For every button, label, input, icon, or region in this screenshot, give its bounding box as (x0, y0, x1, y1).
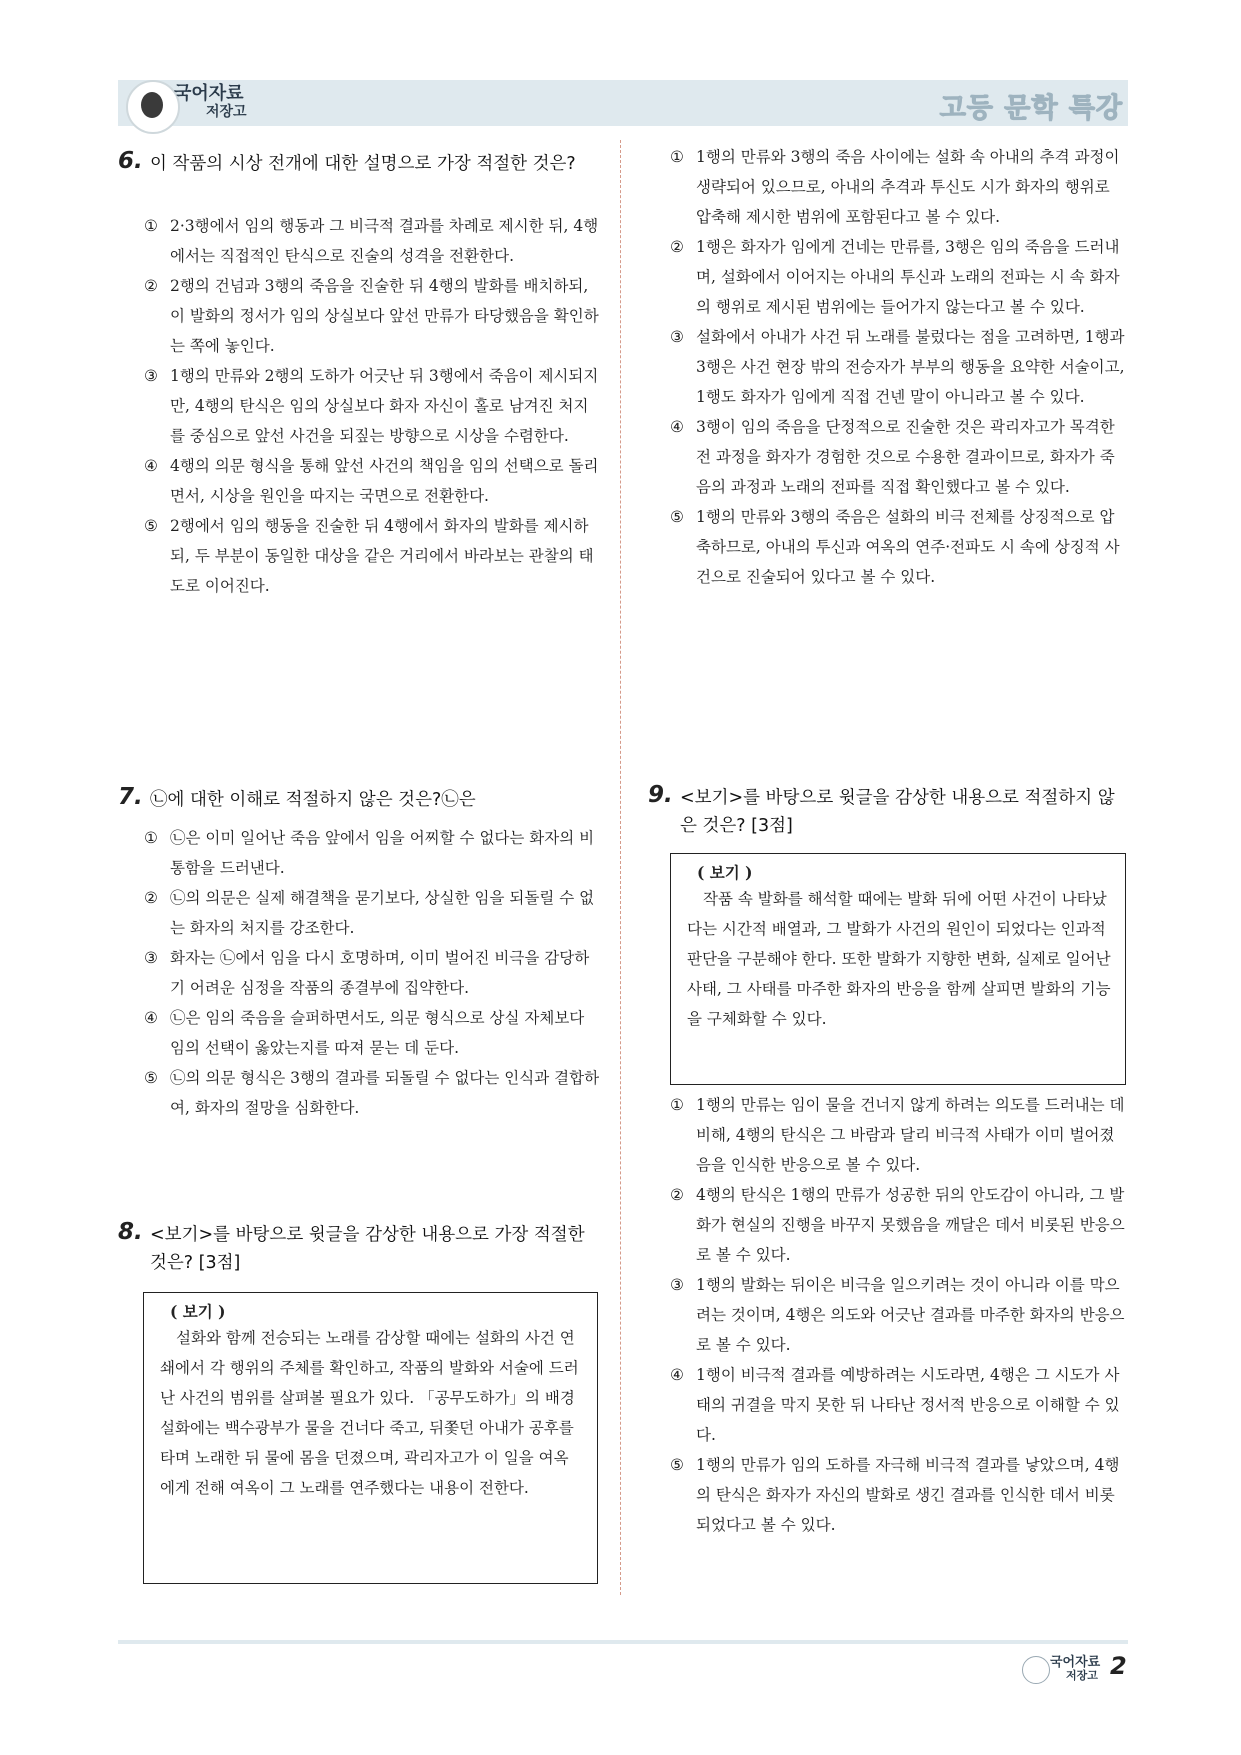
question-6-number: 6. (118, 148, 143, 174)
option-text: ㉡의 의문은 실제 해결책을 묻기보다, 상실한 임을 되돌릴 수 없는 화자의 처지를 강조한다. (170, 889, 595, 937)
option-item[interactable] (144, 271, 602, 361)
option-number: ② (144, 889, 158, 907)
option-text: 4행의 의문 형식을 통해 앞선 사건의 책임을 임의 선택으로 돌리면서, 시상을 원인을 따지는 국면으로 전환한다. (170, 457, 599, 505)
footer-logo-line1: 국어자료 (1050, 1655, 1101, 1670)
logo-line1: 국어자료 (174, 83, 244, 104)
option-item[interactable] (144, 511, 602, 601)
option-text: ㉡의 의문 형식은 3행의 결과를 되돌릴 수 없다는 인식과 결합하여, 화자의 절망을 심화한다. (170, 1069, 600, 1117)
question-7-options (144, 823, 602, 1123)
page-header-title: 고등 문학 특강 (939, 93, 1123, 124)
option-number: ③ (670, 1276, 684, 1294)
option-item[interactable] (670, 1270, 1126, 1360)
option-item[interactable] (670, 1360, 1126, 1450)
option-number: ④ (144, 1009, 158, 1027)
option-number: ③ (670, 328, 684, 346)
question-6-options (144, 211, 602, 601)
option-text: 1행이 비극적 결과를 예방하려는 시도라면, 4행은 그 시도가 사태의 귀결을 막지 못한 뒤 나타난 정서적 반응으로 이해할 수 있다. (696, 1366, 1120, 1444)
question-7 (118, 786, 606, 814)
footer-logo-text (1050, 1656, 1100, 1682)
option-item[interactable] (144, 211, 602, 271)
option-item[interactable] (144, 361, 602, 451)
option-number: ① (670, 148, 684, 166)
logo-text (174, 84, 247, 120)
option-number: ⑤ (670, 1456, 684, 1474)
footer-logo-line2: 저장고 (1066, 1669, 1098, 1682)
page-number: 2 (1110, 1652, 1127, 1680)
bogi-text: 작품 속 발화를 해석할 때에는 발화 뒤에 어떤 사건이 나타났다는 시간적 배열과, 그 발화가 사건의 원인이 되었다는 인과적 판단을 구분해야 한다. 또한 발화가 지향한 변화, 실제로 일어난 사태, 그 사태를 마주한 화자의 반응을 함께 살피면 발화의 기능을 구체화할 수 있다. (687, 890, 1111, 1028)
option-text: 1행의 만류와 3행의 죽음은 설화의 비극 전체를 상징적으로 압축하므로, 아내의 투신과 여옥의 연주·전파도 시 속에 상징적 사건으로 진술되어 있다고 볼 수 있다. (696, 508, 1120, 586)
option-text: 1행의 만류와 3행의 죽음 사이에는 설화 속 아내의 추격 과정이 생략되어 있으므로, 아내의 추격과 투신도 시가 화자의 행위로 압축해 제시한 범위에 포함된다고 볼 수 있다. (696, 148, 1120, 226)
option-number: ② (670, 1186, 684, 1204)
option-item[interactable] (670, 142, 1126, 232)
option-number: ⑤ (144, 517, 158, 535)
option-text: ㉡은 임의 죽음을 슬퍼하면서도, 의문 형식으로 상실 자체보다 임의 선택이 옳았는지를 따져 묻는 데 둔다. (170, 1009, 585, 1057)
question-9-number: 9. (648, 782, 673, 808)
option-item[interactable] (144, 1003, 602, 1063)
option-item[interactable] (144, 1063, 602, 1123)
option-item[interactable] (670, 502, 1126, 592)
option-number: ① (670, 1096, 684, 1114)
footer-logo-icon (1022, 1656, 1050, 1684)
option-number: ⑤ (144, 1069, 158, 1087)
option-number: ③ (144, 367, 158, 385)
option-item[interactable] (670, 1180, 1126, 1270)
option-text: 2·3행에서 임의 행동과 그 비극적 결과를 차례로 제시한 뒤, 4행에서는 직접적인 탄식으로 진술의 성격을 전환한다. (170, 217, 599, 265)
option-text: 1행의 발화는 뒤이은 비극을 일으키려는 것이 아니라 이를 막으려는 것이며, 4행은 의도와 어긋난 결과를 마주한 화자의 반응으로 볼 수 있다. (696, 1276, 1125, 1354)
option-item[interactable] (144, 943, 602, 1003)
option-text: 1행은 화자가 임에게 건네는 만류를, 3행은 임의 죽음을 드러내며, 설화에서 이어지는 아내의 투신과 노래의 전파는 시 속 화자의 행위로 제시된 범위에는 들어가지 않는다고 볼 수 있다. (696, 238, 1120, 316)
question-9-options (670, 1090, 1126, 1540)
bogi-text: 설화와 함께 전승되는 노래를 감상할 때에는 설화의 사건 연쇄에서 각 행위의 주체를 확인하고, 작품의 발화와 서술에 드러난 사건의 범위를 살펴볼 필요가 있다. 「공무도하가」의 배경 설화에는 백수광부가 물을 건너다 죽고, 뒤쫓던 아내가 공후를 타며 노래한 뒤 물에 몸을 던졌으며, 곽리자고가 이 일을 여옥에게 전해 여옥이 그 노래를 연주했다는 내용이 전한다. (160, 1329, 579, 1497)
option-text: 1행의 만류가 임의 도하를 자극해 비극적 결과를 낳았으며, 4행의 탄식은 화자가 자신의 발화로 생긴 결과를 인식한 데서 비롯되었다고 볼 수 있다. (696, 1456, 1120, 1534)
option-number: ⑤ (670, 508, 684, 526)
question-7-text: ㉡에 대한 이해로 적절하지 않은 것은?㉡은 (150, 790, 476, 810)
option-text: 1행의 만류는 임이 물을 건너지 않게 하려는 의도를 드러내는 데 비해, 4행의 탄식은 그 바람과 달리 비극적 사태가 이미 벌어졌음을 인식한 반응으로 볼 수 있다. (696, 1096, 1125, 1174)
option-item[interactable] (670, 412, 1126, 502)
option-number: ② (670, 238, 684, 256)
question-9 (648, 784, 1128, 840)
logo-face (141, 92, 163, 118)
option-item[interactable] (144, 823, 602, 883)
option-number: ① (144, 829, 158, 847)
option-item[interactable] (144, 883, 602, 943)
option-text: 3행이 임의 죽음을 단정적으로 진술한 것은 곽리자고가 목격한 전 과정을 화자가 경험한 것으로 수용한 결과이므로, 화자가 죽음의 과정과 노래의 전파를 직접 확인했다고 볼 수 있다. (696, 418, 1115, 496)
question-9-text: <보기>를 바탕으로 윗글을 감상한 내용으로 적절하지 않은 것은? [3점] (680, 788, 1115, 836)
option-number: ④ (670, 418, 684, 436)
option-text: 화자는 ㉡에서 임을 다시 호명하며, 이미 벌어진 비극을 감당하기 어려운 심정을 작품의 종결부에 집약한다. (170, 949, 590, 997)
option-item[interactable] (670, 1090, 1126, 1180)
option-number: ① (144, 217, 158, 235)
question-7-number: 7. (118, 784, 143, 810)
option-text: ㉡은 이미 일어난 죽음 앞에서 임을 어찌할 수 없다는 화자의 비통함을 드러낸다. (170, 829, 595, 877)
question-8-text: <보기>를 바탕으로 윗글을 감상한 내용으로 가장 적절한 것은? [3점] (150, 1225, 585, 1273)
option-item[interactable] (670, 1450, 1126, 1540)
question-8-options (670, 142, 1126, 592)
option-text: 4행의 탄식은 1행의 만류가 성공한 뒤의 안도감이 아니라, 그 발화가 현실의 진행을 바꾸지 못했음을 깨달은 데서 비롯된 반응으로 볼 수 있다. (696, 1186, 1125, 1264)
question-8-bogi-box (143, 1292, 598, 1584)
option-text: 2행의 건넘과 3행의 죽음을 진술한 뒤 4행의 발화를 배치하되, 이 발화의 정서가 임의 상실보다 앞선 만류가 타당했음을 확인하는 쪽에 놓인다. (170, 277, 599, 355)
option-number: ② (144, 277, 158, 295)
option-text: 1행의 만류와 2행의 도하가 어긋난 뒤 3행에서 죽음이 제시되지만, 4행의 탄식은 임의 상실보다 화자 자신이 홀로 남겨진 처지를 중심으로 앞선 사건을 되짚는 방향으로 시상을 수렴한다. (170, 367, 599, 445)
question-8 (118, 1221, 606, 1277)
question-9-bogi-box (670, 853, 1126, 1085)
option-number: ④ (144, 457, 158, 475)
option-number: ③ (144, 949, 158, 967)
question-6-text: 이 작품의 시상 전개에 대한 설명으로 가장 적절한 것은? (150, 154, 576, 174)
bogi-title: ( 보기 ) (697, 863, 753, 882)
logo-line2: 저장고 (206, 104, 247, 120)
option-text: 설화에서 아내가 사건 뒤 노래를 불렀다는 점을 고려하면, 1행과 3행은 사건 현장 밖의 전승자가 부부의 행동을 요약한 서술이고, 1행도 화자가 임에게 직접 건넨 말이 아니라고 볼 수 있다. (696, 328, 1125, 406)
option-item[interactable] (670, 232, 1126, 322)
footer-line (118, 1640, 1128, 1644)
option-item[interactable] (670, 322, 1126, 412)
option-item[interactable] (144, 451, 602, 511)
question-8-number: 8. (118, 1219, 143, 1245)
bogi-title: ( 보기 ) (170, 1302, 226, 1321)
option-text: 2행에서 임의 행동을 진술한 뒤 4행에서 화자의 발화를 제시하되, 두 부분이 동일한 대상을 같은 거리에서 바라보는 관찰의 태도로 이어진다. (170, 517, 594, 595)
option-number: ④ (670, 1366, 684, 1384)
question-6 (118, 150, 606, 178)
column-divider (620, 140, 621, 1595)
